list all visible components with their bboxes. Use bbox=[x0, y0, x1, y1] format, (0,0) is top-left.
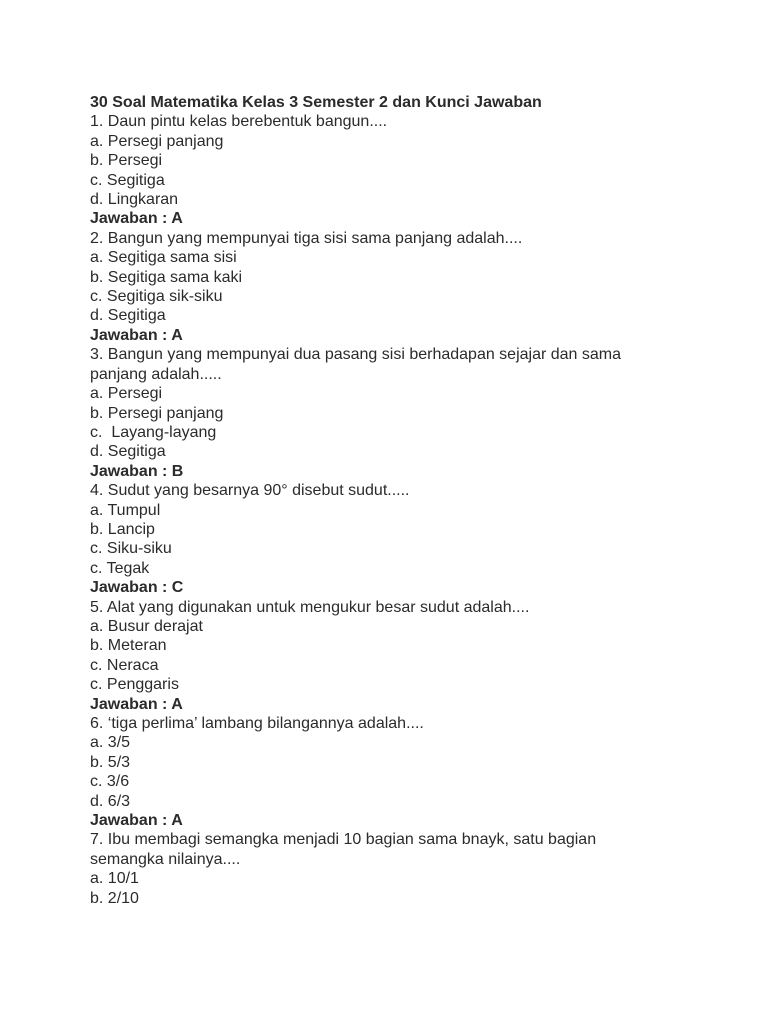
option-a: a. 10/1 bbox=[90, 870, 139, 888]
option-c: c. Segitiga bbox=[90, 171, 165, 189]
question-text: 5. Alat yang digunakan untuk mengukur besar sudut adalah.... bbox=[90, 598, 530, 616]
question-text: 1. Daun pintu kelas berebentuk bangun.... bbox=[90, 113, 388, 131]
question-2 bbox=[90, 229, 730, 345]
option-d: d. Lingkaran bbox=[90, 191, 179, 209]
option-b: b. Lancip bbox=[90, 520, 155, 538]
document-title: 30 Soal Matematika Kelas 3 Semester 2 dan Kunci Jawaban bbox=[90, 94, 542, 111]
question-text: 6. ‘tiga perlima’ lambang bilangannya adalah.... bbox=[90, 715, 424, 732]
answer-key: Jawaban : A bbox=[90, 695, 183, 713]
answer-key: Jawaban : B bbox=[90, 462, 184, 480]
answer-key: Jawaban : A bbox=[90, 812, 183, 830]
option-b: b. Persegi bbox=[90, 152, 163, 170]
option-b: b. Meteran bbox=[90, 637, 167, 655]
question-3 bbox=[90, 345, 730, 481]
option-c: c. Layang-layang bbox=[90, 423, 217, 441]
option-c: c. Neraca bbox=[90, 656, 159, 674]
question-6 bbox=[90, 714, 730, 830]
question-1 bbox=[90, 112, 730, 228]
option-d: d. 6/3 bbox=[90, 792, 131, 810]
question-text: 7. Ibu membagi semangka menjadi 10 bagian sama bnayk, satu bagian bbox=[90, 831, 597, 849]
option-b: b. 5/3 bbox=[90, 753, 131, 771]
option-d: c. Penggaris bbox=[90, 676, 179, 694]
option-a: a. Segitiga sama sisi bbox=[90, 249, 237, 267]
option-c: c. 3/6 bbox=[90, 773, 130, 791]
question-7 bbox=[90, 830, 730, 908]
question-text-continued: panjang adalah..... bbox=[90, 365, 222, 383]
option-b: b. Segitiga sama kaki bbox=[90, 268, 243, 286]
option-c: c. Segitiga sik-siku bbox=[90, 288, 223, 306]
question-text-continued: semangka nilainya.... bbox=[90, 850, 241, 868]
question-5 bbox=[90, 598, 730, 714]
option-d: d. Segitiga bbox=[90, 443, 166, 461]
option-b: b. Persegi panjang bbox=[90, 404, 224, 422]
option-a: a. Busur derajat bbox=[90, 617, 203, 635]
option-c: c. Siku-siku bbox=[90, 540, 172, 558]
option-b: b. 2/10 bbox=[90, 889, 139, 907]
document-body bbox=[90, 93, 730, 908]
option-a: a. 3/5 bbox=[90, 734, 131, 752]
option-a: a. Tumpul bbox=[90, 501, 161, 519]
question-4 bbox=[90, 481, 730, 597]
option-d: d. Segitiga bbox=[90, 307, 166, 325]
option-d: c. Tegak bbox=[90, 559, 150, 577]
answer-key: Jawaban : A bbox=[90, 326, 183, 344]
question-text: 4. Sudut yang besarnya 90° disebut sudut..... bbox=[90, 482, 410, 500]
question-text: 3. Bangun yang mempunyai dua pasang sisi berhadapan sejajar dan sama bbox=[90, 346, 622, 364]
option-a: a. Persegi bbox=[90, 385, 163, 403]
question-text: 2. Bangun yang mempunyai tiga sisi sama panjang adalah.... bbox=[90, 229, 523, 247]
answer-key: Jawaban : C bbox=[90, 579, 184, 597]
answer-key: Jawaban : A bbox=[90, 210, 183, 228]
option-a: a. Persegi panjang bbox=[90, 132, 224, 150]
